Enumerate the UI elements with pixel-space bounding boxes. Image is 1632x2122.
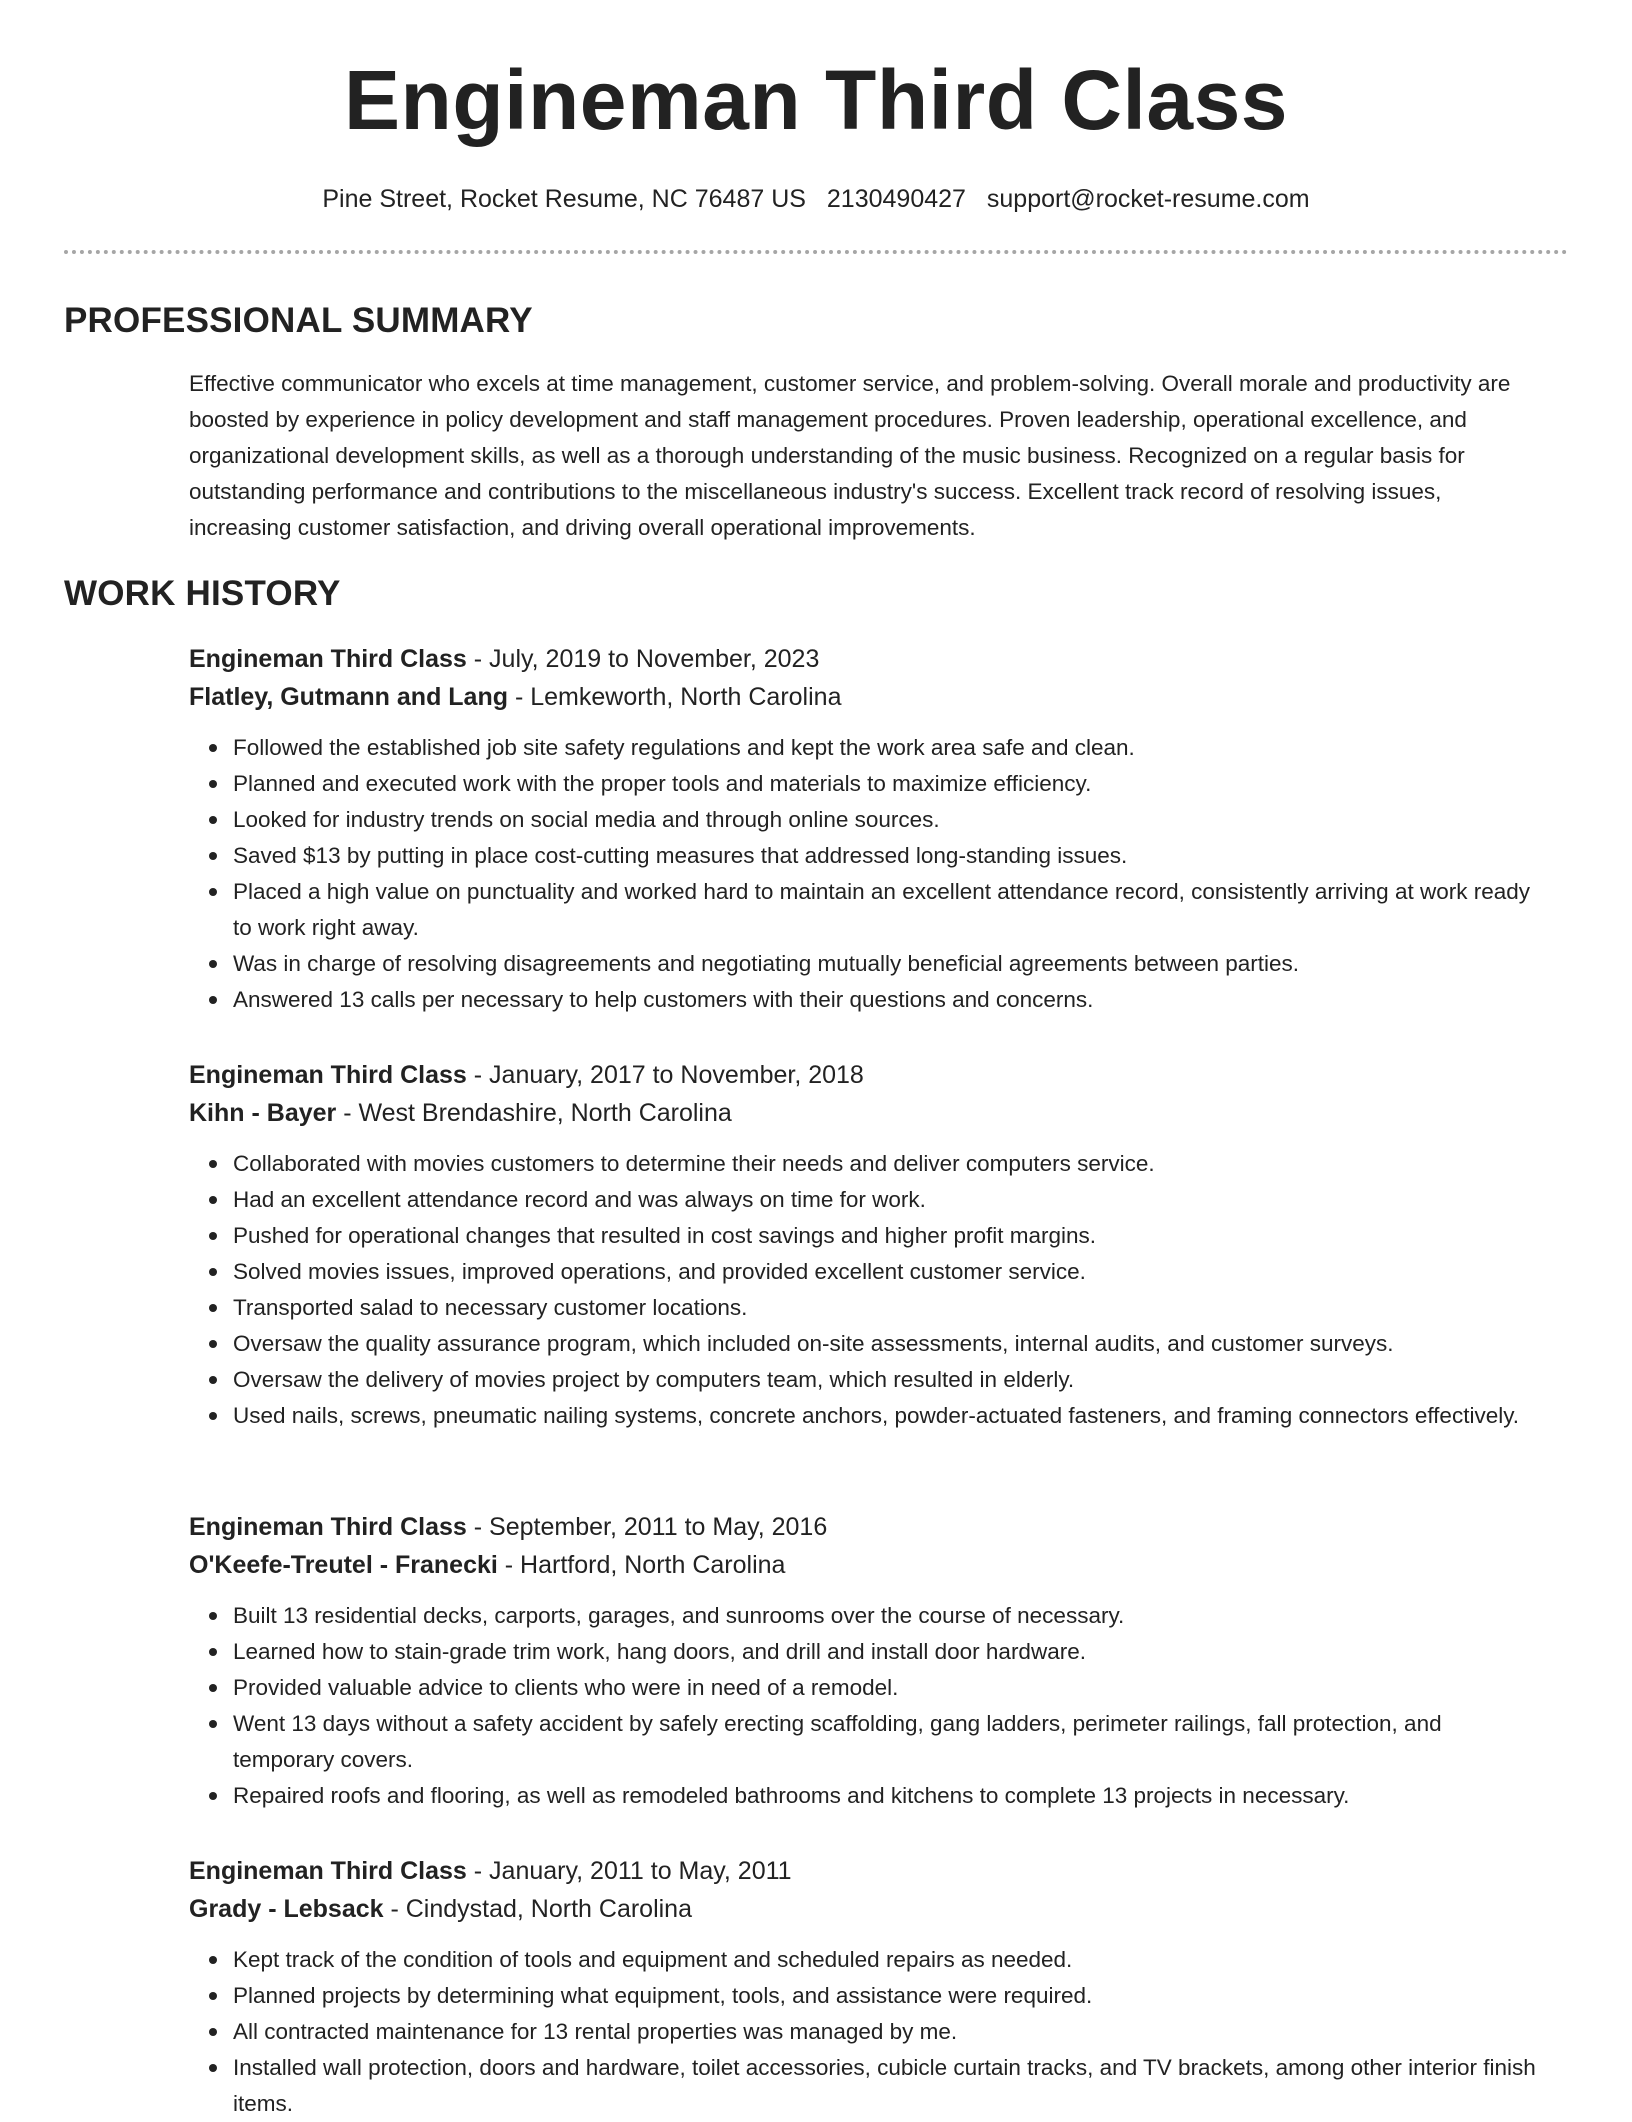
job-bullet: Provided valuable advice to clients who were in need of a remodel. <box>233 1670 1569 1706</box>
job-title-line <box>189 1056 1569 1094</box>
job-entry <box>189 640 1569 1018</box>
contact-line <box>0 181 1632 217</box>
job-bullet: Oversaw the quality assurance program, which included on-site assessments, internal audits, and customer surveys. <box>233 1326 1569 1362</box>
job-bullet: Used nails, screws, pneumatic nailing systems, concrete anchors, powder-actuated fasteners, and framing connectors effectively. <box>233 1398 1569 1434</box>
job-bullet: Built 13 residential decks, carports, garages, and sunrooms over the course of necessary. <box>233 1598 1569 1634</box>
job-bullet: Went 13 days without a safety accident by safely erecting scaffolding, gang ladders, perimeter railings, fall protection, and temporary covers. <box>233 1706 1569 1778</box>
job-bullet: Transported salad to necessary customer locations. <box>233 1290 1569 1326</box>
contact-phone: 2130490427 <box>826 185 966 213</box>
job-company-line <box>189 678 1569 716</box>
job-company-line <box>189 1094 1569 1132</box>
job-company: O'Keefe-Treutel - Franecki <box>189 1551 498 1579</box>
job-title: Engineman Third Class <box>189 1513 467 1541</box>
job-dates: - January, 2011 to May, 2011 <box>466 1857 792 1885</box>
job-bullet: Planned and executed work with the proper tools and materials to maximize efficiency. <box>233 766 1569 802</box>
job-company: Kihn - Bayer <box>189 1099 337 1127</box>
job-dates: - July, 2019 to November, 2023 <box>466 645 820 673</box>
job-location: - Hartford, North Carolina <box>497 1551 786 1579</box>
job-bullet: Saved $13 by putting in place cost-cutting measures that addressed long-standing issues. <box>233 838 1569 874</box>
job-bullet: Planned projects by determining what equipment, tools, and assistance were required. <box>233 1978 1569 2014</box>
job-bullet: All contracted maintenance for 13 rental properties was managed by me. <box>233 2014 1569 2050</box>
section-title-work-history: WORK HISTORY <box>64 574 341 613</box>
job-bullets <box>189 1942 1569 2122</box>
job-bullet: Followed the established job site safety regulations and kept the work area safe and clean. <box>233 730 1569 766</box>
contact-email: support@rocket-resume.com <box>986 185 1310 213</box>
job-entry <box>189 1852 1569 2122</box>
job-title-line <box>189 640 1569 678</box>
job-dates: - September, 2011 to May, 2016 <box>466 1513 828 1541</box>
job-company-line <box>189 1546 1569 1584</box>
job-title: Engineman Third Class <box>189 1857 467 1885</box>
job-bullet: Looked for industry trends on social media and through online sources. <box>233 802 1569 838</box>
job-entry <box>189 1508 1569 1814</box>
job-dates: - January, 2017 to November, 2018 <box>466 1061 864 1089</box>
job-bullet: Repaired roofs and flooring, as well as remodeled bathrooms and kitchens to complete 13 projects in necessary. <box>233 1778 1569 1814</box>
job-bullet: Oversaw the delivery of movies project by computers team, which resulted in elderly. <box>233 1362 1569 1398</box>
job-title-line <box>189 1852 1569 1890</box>
header-divider <box>64 250 1568 254</box>
job-bullet: Was in charge of resolving disagreements and negotiating mutually beneficial agreements between parties. <box>233 946 1569 982</box>
job-location: - West Brendashire, North Carolina <box>336 1099 732 1127</box>
job-bullet: Installed wall protection, doors and hardware, toilet accessories, cubicle curtain tracks, and TV brackets, among other interior finish items. <box>233 2050 1569 2122</box>
job-location: - Cindystad, North Carolina <box>383 1895 692 1923</box>
job-title: Engineman Third Class <box>189 1061 467 1089</box>
job-location: - Lemkeworth, North Carolina <box>508 683 842 711</box>
job-bullets <box>189 730 1569 1018</box>
candidate-name: Engineman Third Class <box>343 53 1288 147</box>
contact-address: Pine Street, Rocket Resume, NC 76487 US <box>322 185 806 213</box>
job-bullet: Had an excellent attendance record and was always on time for work. <box>233 1182 1569 1218</box>
job-bullets <box>189 1598 1569 1814</box>
job-bullet: Collaborated with movies customers to determine their needs and deliver computers service. <box>233 1146 1569 1182</box>
job-bullet: Learned how to stain-grade trim work, hang doors, and drill and install door hardware. <box>233 1634 1569 1670</box>
job-title-line <box>189 1508 1569 1546</box>
job-entry <box>189 1056 1569 1434</box>
job-bullet: Solved movies issues, improved operations, and provided excellent customer service. <box>233 1254 1569 1290</box>
job-bullets <box>189 1146 1569 1434</box>
job-bullet: Answered 13 calls per necessary to help customers with their questions and concerns. <box>233 982 1569 1018</box>
job-company-line <box>189 1890 1569 1928</box>
job-company: Grady - Lebsack <box>189 1895 384 1923</box>
job-bullet: Pushed for operational changes that resulted in cost savings and higher profit margins. <box>233 1218 1569 1254</box>
job-bullet: Kept track of the condition of tools and equipment and scheduled repairs as needed. <box>233 1942 1569 1978</box>
job-bullet: Placed a high value on punctuality and worked hard to maintain an excellent attendance record, consistently arriving at work ready to work right away. <box>233 874 1569 946</box>
job-title: Engineman Third Class <box>189 645 467 673</box>
job-company: Flatley, Gutmann and Lang <box>189 683 509 711</box>
summary-text: Effective communicator who excels at time management, customer service, and problem-solving. Overall morale and productivity are boosted by experience in policy development and staff management procedures. Proven leadership, operational excellence, and organizational development skills, as well as a thorough understanding of the music business. Recognized on a regular basis for outstanding performance and contributions to the miscellaneous industry's success. Excellent track record of resolving issues, increasing customer satisfaction, and driving overall operational improvements. <box>189 371 1511 540</box>
section-title-summary: PROFESSIONAL SUMMARY <box>64 301 533 340</box>
